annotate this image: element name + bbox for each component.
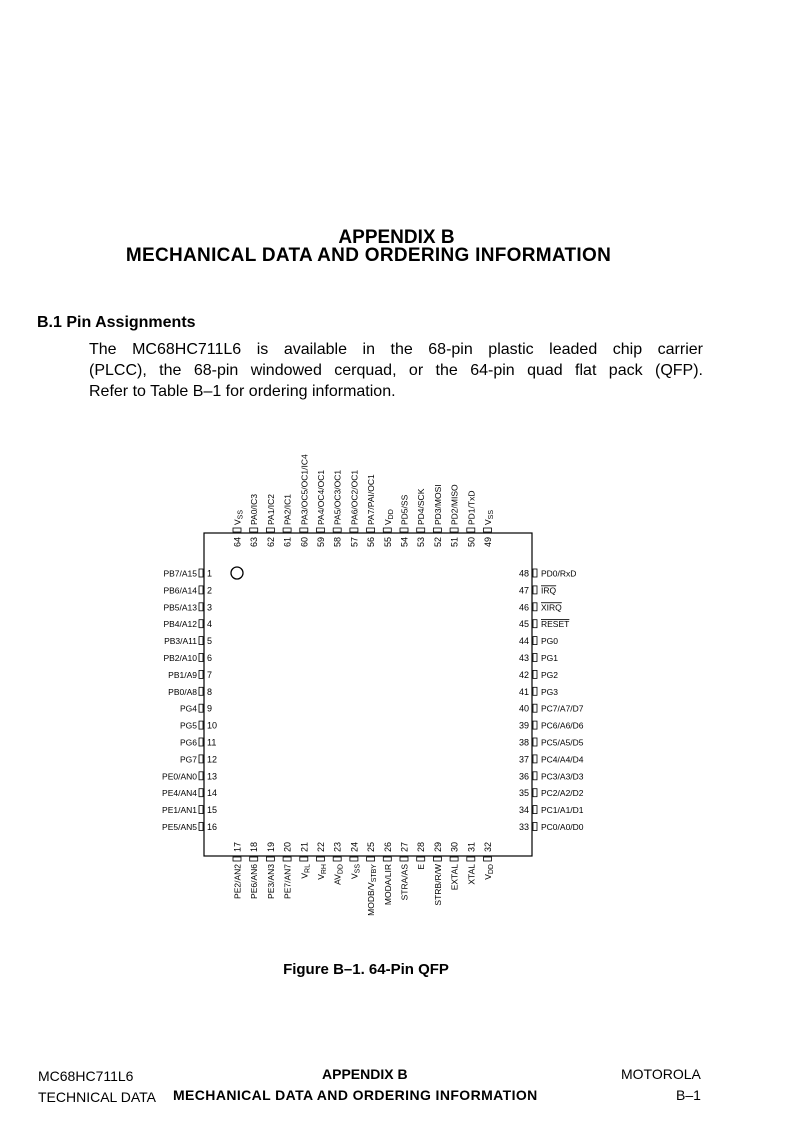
pin-number-24: 24 — [349, 841, 360, 852]
pin-number-20: 20 — [282, 841, 293, 852]
pin-number-13: 13 — [207, 771, 218, 782]
pin-number-9: 9 — [207, 703, 213, 714]
pin-pad-36 — [533, 772, 537, 780]
pin-number-47: 47 — [518, 585, 529, 596]
pin-pad-19 — [266, 857, 274, 861]
pin-label-54: PD5/SS — [399, 494, 410, 525]
pin-label-56: PA7/PAI/OC1 — [366, 474, 377, 525]
pin-label-29: STRB/R/W — [432, 864, 443, 906]
pin-number-33: 33 — [518, 822, 529, 832]
pin-label-59: PA4/OC4/OC1 — [316, 469, 326, 525]
pin-pad-34 — [533, 806, 537, 814]
pin-label-15: PE1/AN1 — [162, 805, 197, 816]
pin-label-3: PB5/A13 — [163, 602, 197, 613]
pin-pad-17 — [233, 857, 241, 861]
pin-label-44: PG0 — [541, 636, 559, 647]
pin-number-46: 46 — [518, 602, 529, 613]
pin-number-54: 54 — [399, 537, 410, 548]
pin-label-48: PD0/RxD — [541, 568, 577, 579]
pin-pad-6 — [199, 654, 203, 662]
pin-label-12: PG7 — [179, 754, 197, 765]
pin-pad-11 — [199, 738, 203, 746]
pin-pad-1 — [199, 569, 203, 577]
pin-pad-38 — [533, 738, 537, 746]
pin-number-10: 10 — [207, 720, 218, 731]
pin-label-27: STRA/AS — [399, 864, 410, 901]
pin-number-48: 48 — [518, 568, 529, 579]
pin-number-35: 35 — [518, 788, 529, 799]
pin-label-20: PE7/AN7 — [282, 864, 293, 899]
pin-label-14: PE4/AN4 — [162, 788, 197, 799]
pin-label-62: PA1/IC2 — [265, 493, 276, 525]
pin-label-22: $V_{RH}$ — [316, 864, 328, 880]
pin-pad-60 — [300, 528, 308, 532]
pin-number-8: 8 — [207, 686, 213, 697]
footer-page-number: B–1 — [676, 1087, 701, 1103]
pin-pad-23 — [333, 857, 341, 861]
pin-number-21: 21 — [299, 841, 310, 852]
pin-label-40: PC7/A7/D7 — [541, 703, 584, 714]
pin-number-55: 55 — [382, 537, 393, 548]
pin-label-19: PE3/AN3 — [265, 864, 276, 899]
pin-pad-54 — [400, 528, 408, 532]
pin-number-49: 49 — [483, 537, 493, 548]
pin-number-7: 7 — [207, 669, 213, 680]
pin-pad-12 — [199, 755, 203, 763]
pin-number-15: 15 — [207, 805, 218, 816]
pin-pad-56 — [367, 528, 375, 532]
pin-number-56: 56 — [366, 537, 377, 548]
pin-number-1: 1 — [207, 568, 213, 579]
pin-pad-37 — [533, 755, 537, 763]
pin-number-41: 41 — [518, 686, 529, 697]
pin-label-6: PB2/A10 — [163, 653, 197, 663]
pin-number-39: 39 — [518, 720, 529, 731]
pin-label-21: $V_{RL}$ — [299, 864, 312, 879]
footer-left — [38, 1066, 156, 1108]
pin-label-61: PA2/IC1 — [282, 493, 293, 525]
pin-label-5: PB3/A11 — [164, 636, 197, 647]
pin-pad-52 — [433, 528, 441, 532]
pin-pad-7 — [199, 670, 203, 678]
pin-pad-16 — [199, 823, 203, 831]
pin-label-28: E — [416, 864, 427, 870]
pin-label-63: PA0/IC3 — [249, 493, 260, 525]
pin-pad-41 — [533, 687, 537, 695]
pin-number-60: 60 — [299, 537, 310, 548]
pin-label-33: PC0/A0/D0 — [541, 822, 584, 832]
intro-line-3: Refer to Table B–1 for ordering information. — [89, 383, 396, 400]
pin-pad-40 — [533, 704, 537, 712]
pin-pad-14 — [199, 789, 203, 797]
pin-pad-44 — [533, 637, 537, 645]
pin-label-64: $V_{SS}$ — [232, 509, 245, 525]
pin-label-26: MODA/LIR — [382, 864, 393, 906]
pin-number-32: 32 — [483, 841, 493, 852]
pin-pad-20 — [283, 857, 291, 861]
pin-pad-58 — [333, 528, 341, 532]
pin-number-51: 51 — [449, 537, 460, 548]
pin-pad-18 — [250, 857, 258, 861]
pin-pad-55 — [383, 528, 391, 532]
pin-pad-2 — [199, 586, 203, 594]
pin-label-57: PA6/OC2/OC1 — [349, 469, 360, 525]
pin-number-52: 52 — [432, 537, 443, 548]
pin-pad-31 — [467, 857, 475, 861]
pin-pad-45 — [533, 620, 537, 628]
pin-number-16: 16 — [207, 822, 218, 832]
pin-label-1: PB7/A15 — [163, 568, 197, 579]
pin-number-22: 22 — [316, 841, 326, 852]
pin-label-18: PE6/AN6 — [249, 864, 260, 899]
pin-label-37: PC4/A4/D4 — [541, 754, 584, 765]
pin-number-2: 2 — [207, 585, 213, 596]
pin-pad-62 — [266, 528, 274, 532]
pin-pad-29 — [433, 857, 441, 861]
footer-part-number: MC68HC711L6 — [38, 1068, 134, 1084]
footer-company: MOTOROLA — [621, 1066, 701, 1082]
pin-number-64: 64 — [232, 537, 243, 548]
pin-pad-49 — [484, 528, 492, 532]
pin-number-31: 31 — [466, 841, 477, 852]
pin-number-45: 45 — [518, 619, 529, 630]
pin-label-30: EXTAL — [449, 864, 460, 891]
pin-pad-53 — [417, 528, 425, 532]
pin-label-4: PB4/A12 — [163, 619, 197, 630]
pin-number-11: 11 — [207, 737, 217, 748]
footer-appendix: APPENDIX B — [322, 1066, 408, 1082]
pin-pad-32 — [484, 857, 492, 861]
pin-pad-43 — [533, 654, 537, 662]
figure-caption: Figure B–1. 64-Pin QFP — [283, 961, 449, 978]
footer-doc-type: TECHNICAL DATA — [38, 1089, 156, 1105]
pin-pad-9 — [199, 704, 203, 712]
pin-number-6: 6 — [207, 653, 213, 663]
pin-number-50: 50 — [466, 537, 477, 548]
pin-pad-64 — [233, 528, 241, 532]
pin-pad-3 — [199, 603, 203, 611]
pin-pad-61 — [283, 528, 291, 532]
pin-label-43: PG1 — [541, 653, 559, 663]
pin-number-29: 29 — [432, 841, 443, 852]
pin-number-12: 12 — [207, 754, 218, 765]
pin-label-2: PB6/A14 — [163, 585, 197, 596]
intro-line-1: The MC68HC711L6 is available in the 68-pin plastic leaded chip carrier — [89, 341, 703, 358]
pin-label-11: PG6 — [179, 737, 197, 748]
pin-label-7: PB1/A9 — [168, 669, 197, 680]
pin-label-34: PC1/A1/D1 — [541, 805, 584, 816]
pin-label-24: $V_{SS}$ — [349, 864, 362, 880]
pin-number-38: 38 — [518, 737, 529, 748]
pin-number-42: 42 — [518, 669, 529, 680]
appendix-subtitle: MECHANICAL DATA AND ORDERING INFORMATION — [125, 245, 612, 266]
pin-label-50: PD1/TxD — [466, 490, 477, 525]
pin-pad-25 — [367, 857, 375, 861]
pin-pad-48 — [533, 569, 537, 577]
pin-label-16: PE5/AN5 — [162, 822, 197, 832]
pin-pad-63 — [250, 528, 258, 532]
pin-pad-51 — [450, 528, 458, 532]
pin-pad-39 — [533, 721, 537, 729]
pin-label-25: MODB/$V_{STBY}$ — [366, 864, 379, 916]
pin-number-17: 17 — [232, 841, 243, 852]
pin-number-4: 4 — [207, 619, 213, 630]
pin-label-41: PG3 — [541, 686, 559, 697]
pin-number-18: 18 — [249, 841, 260, 852]
pin-label-46: XIRQ — [541, 602, 562, 613]
pin-number-36: 36 — [518, 771, 529, 782]
pin-number-5: 5 — [207, 636, 213, 647]
pin-label-49: $V_{SS}$ — [483, 509, 495, 525]
pin-label-17: PE2/AN2 — [232, 864, 243, 899]
chip-body — [204, 533, 532, 856]
pin-label-35: PC2/A2/D2 — [541, 788, 584, 799]
pin-number-30: 30 — [449, 841, 460, 852]
pin-label-42: PG2 — [541, 669, 559, 680]
pin-pad-28 — [417, 857, 425, 861]
pin-number-43: 43 — [518, 653, 529, 663]
pin-label-53: PD4/SCK — [416, 488, 427, 525]
pin-pad-35 — [533, 789, 537, 797]
pin-pad-59 — [317, 528, 325, 532]
pin-pad-15 — [199, 806, 203, 814]
pin-label-9: PG4 — [179, 703, 197, 714]
pin-label-60: PA3/OC5/OC1/IC4 — [299, 454, 310, 525]
pin-number-3: 3 — [207, 602, 213, 613]
pin-number-62: 62 — [265, 537, 276, 548]
pin-number-40: 40 — [518, 703, 529, 714]
pin-pad-8 — [199, 687, 203, 695]
pin-pad-47 — [533, 586, 537, 594]
pin-pad-27 — [400, 857, 408, 861]
pin-label-58: PA5/OC3/OC1 — [332, 469, 343, 525]
pin-number-63: 63 — [249, 537, 260, 548]
pin-pad-26 — [383, 857, 391, 861]
pin-pad-33 — [533, 823, 537, 831]
pin-pad-57 — [350, 528, 358, 532]
pin-number-25: 25 — [366, 841, 377, 852]
pin-label-13: PE0/AN0 — [162, 771, 197, 782]
pin-pad-22 — [317, 857, 325, 861]
pin-label-39: PC6/A6/D6 — [541, 720, 584, 731]
pin-number-59: 59 — [316, 537, 326, 548]
pin-label-10: PG5 — [179, 720, 197, 731]
pin-label-45: RESET — [541, 619, 570, 630]
pin-pad-21 — [300, 857, 308, 861]
pin-label-47: IRQ — [541, 585, 557, 596]
pin-pad-24 — [350, 857, 358, 861]
pin-number-34: 34 — [518, 805, 529, 816]
pin-pad-50 — [467, 528, 475, 532]
appendix-title: APPENDIX B — [338, 227, 455, 248]
pin1-marker — [231, 567, 243, 579]
pin-number-26: 26 — [382, 841, 393, 852]
pin-number-57: 57 — [349, 537, 360, 548]
pin-number-27: 27 — [399, 841, 410, 852]
pin-label-31: XTAL — [466, 864, 477, 885]
section-heading: B.1 Pin Assignments — [37, 314, 196, 331]
pin-number-23: 23 — [332, 841, 343, 852]
pin-pad-30 — [450, 857, 458, 861]
pin-pad-13 — [199, 772, 203, 780]
pin-pad-46 — [533, 603, 537, 611]
pin-number-37: 37 — [518, 754, 529, 765]
pin-label-38: PC5/A5/D5 — [541, 737, 584, 748]
intro-line-2: (PLCC), the 68-pin windowed cerquad, or the 64-pin quad flat pack (QFP). — [89, 362, 703, 379]
pin-number-19: 19 — [265, 841, 276, 852]
pin-label-55: $V_{DD}$ — [382, 509, 395, 525]
pin-label-52: PD3/MOSI — [432, 484, 443, 525]
pin-label-36: PC3/A3/D3 — [541, 771, 584, 782]
footer-appendix-title: MECHANICAL DATA AND ORDERING INFORMATION — [173, 1087, 538, 1103]
pin-pad-42 — [533, 670, 537, 678]
pin-number-53: 53 — [416, 537, 427, 548]
pin-number-28: 28 — [416, 841, 427, 852]
pin-label-51: PD2/MISO — [449, 484, 460, 525]
pin-pad-4 — [199, 620, 203, 628]
pin-number-44: 44 — [518, 636, 529, 647]
pin-number-61: 61 — [282, 537, 293, 548]
pin-label-8: PB0/A8 — [168, 686, 197, 697]
pin-pad-5 — [199, 637, 203, 645]
pin-label-23: $AV_{DD}$ — [332, 864, 345, 885]
pin-pad-10 — [199, 721, 203, 729]
pin-number-14: 14 — [207, 788, 218, 799]
pin-number-58: 58 — [332, 537, 343, 548]
pin-label-32: $V_{DD}$ — [483, 864, 495, 880]
pins-layer — [162, 454, 584, 916]
